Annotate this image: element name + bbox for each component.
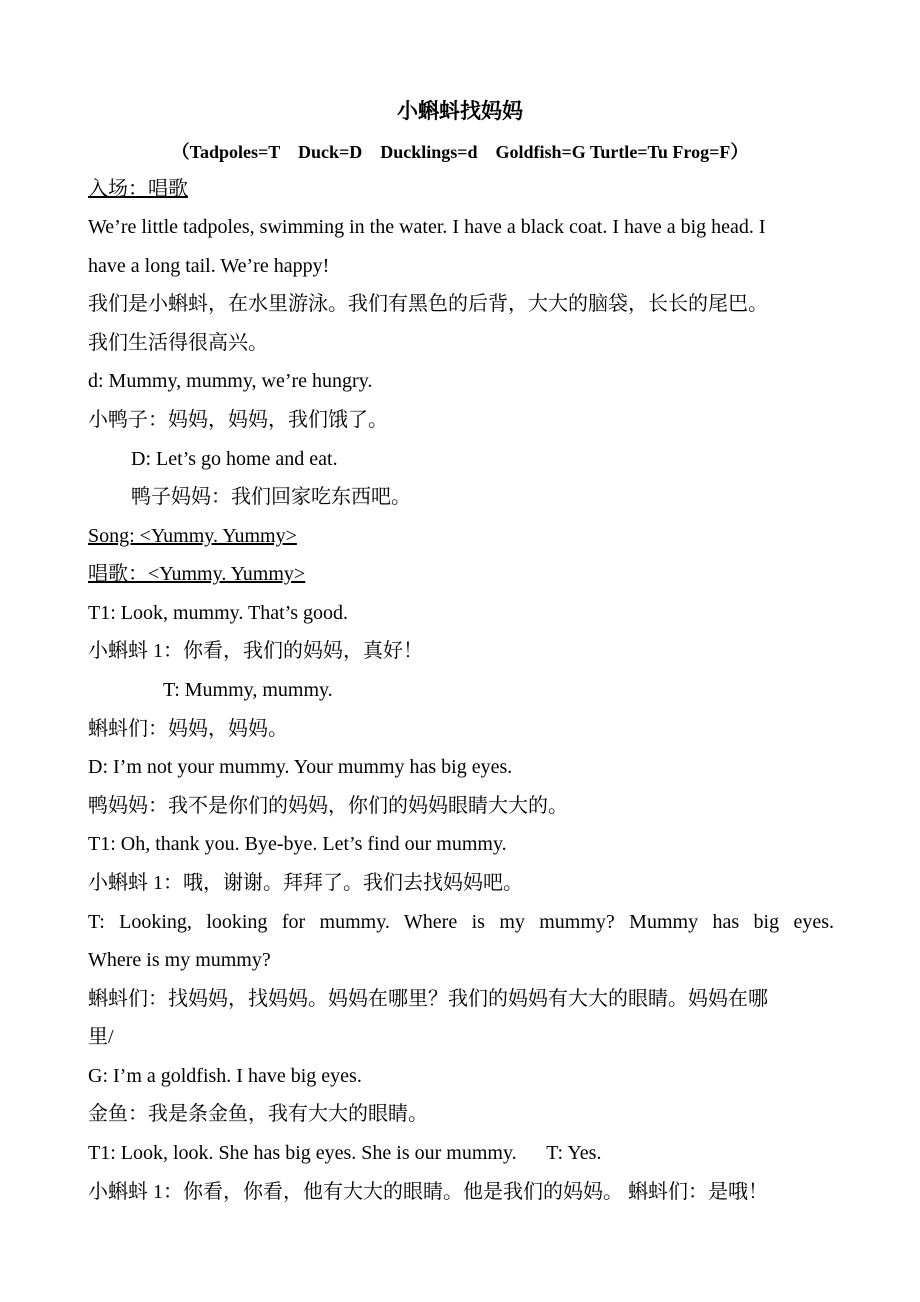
- role-legend: （Tadpoles=T Duck=D Ducklings=d Goldfish=G Turtle=Tu Frog=F）: [171, 142, 749, 162]
- script-line: D: Let’s go home and eat.: [131, 448, 338, 470]
- script-line: 鸭妈妈：我不是你们的妈妈，你们的妈妈眼睛大大的。: [88, 795, 568, 817]
- script-line: T: Mummy, mummy.: [163, 679, 333, 701]
- document-title: 小蝌蚪找妈妈: [397, 99, 523, 123]
- script-line: 小蝌蚪 1：你看，你看，他有大大的眼睛。他是我们的妈妈。 蝌蚪们：是哦！: [88, 1181, 768, 1203]
- script-line: 小蝌蚪 1：你看，我们的妈妈，真好！: [88, 640, 423, 662]
- script-line: G: I’m a goldfish. I have big eyes.: [88, 1065, 362, 1087]
- script-line: 金鱼：我是条金鱼，我有大大的眼睛。: [88, 1103, 428, 1125]
- script-line: 蝌蚪们：找妈妈，找妈妈。妈妈在哪里？我们的妈妈有大大的眼睛。妈妈在哪: [88, 988, 768, 1010]
- script-line: 里/: [88, 1026, 114, 1048]
- script-line: We’re little tadpoles, swimming in the water. I have a black coat. I have a big head. I: [88, 216, 766, 238]
- script-line: D: I’m not your mummy. Your mummy has big eyes.: [88, 756, 513, 778]
- script-line: d: Mummy, mummy, we’re hungry.: [88, 370, 373, 392]
- script-line: have a long tail. We’re happy!: [88, 255, 330, 277]
- script-line: 蝌蚪们：妈妈，妈妈。: [88, 718, 288, 740]
- script-line: 我们生活得很高兴。: [88, 332, 268, 354]
- script-line: 鸭子妈妈：我们回家吃东西吧。: [131, 486, 411, 508]
- song-heading: Song: <Yummy. Yummy>: [88, 525, 297, 547]
- script-line: Where is my mummy?: [88, 949, 271, 971]
- script-line: T1: Oh, thank you. Bye-bye. Let’s find our mummy.: [88, 833, 507, 855]
- song-heading-chinese: 唱歌：<Yummy. Yummy>: [88, 563, 306, 585]
- script-line: T1: Look, mummy. That’s good.: [88, 602, 348, 624]
- stage-direction-entrance: 入场：唱歌: [88, 178, 188, 200]
- script-line: T: Looking, looking for mummy. Where is my mummy? Mummy has big eyes.: [88, 911, 834, 933]
- script-line: T1: Look, look. She has big eyes. She is our mummy. T: Yes.: [88, 1142, 602, 1164]
- script-line: 我们是小蝌蚪，在水里游泳。我们有黑色的后背，大大的脑袋，长长的尾巴。: [88, 293, 768, 315]
- script-line: 小蝌蚪 1：哦，谢谢。拜拜了。我们去找妈妈吧。: [88, 872, 523, 894]
- script-line: 小鸭子：妈妈，妈妈，我们饿了。: [88, 409, 388, 431]
